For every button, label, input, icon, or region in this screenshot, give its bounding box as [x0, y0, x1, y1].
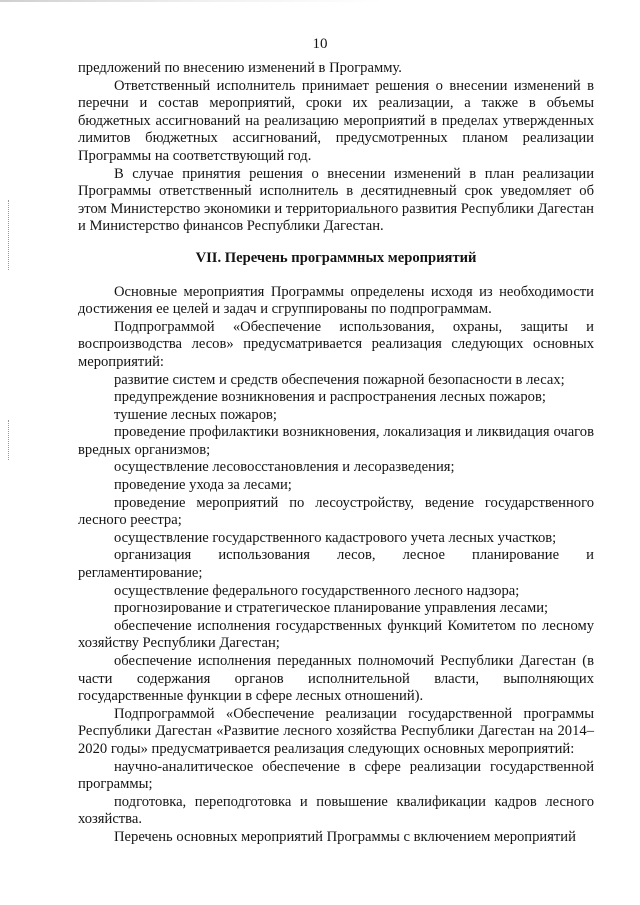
paragraph: Подпрограммой «Обеспечение реализации государственной программы Республики Дагестан «Развитие лесного хозяйства Республики Дагестан на 2014–2020 годы» предусматривается реализация следующих основных мероприятий:	[78, 705, 594, 757]
list-item: осуществление федерального государственного лесного надзора;	[114, 582, 520, 599]
list-item: организация использования лесов, лесное планирование и регламентирование;	[78, 547, 594, 582]
list-item: тушение лесных пожаров;	[114, 406, 277, 423]
paragraph: Подпрограммой «Обеспечение использования, охраны, защиты и воспроизводства лесов» предусматривается реализация следующих основных мероприятий:	[78, 318, 594, 370]
page-number: 10	[312, 36, 328, 52]
paragraph: В случае принятия решения о внесении изменений в план реализации Программы ответственный исполнитель в десятидневный срок уведомляет об этом Министерство экономики и территориального развития Республики Дагестан и Министерство финансов Республики Дагестан.	[78, 165, 594, 235]
scan-edge	[0, 0, 640, 2]
list-item: проведение мероприятий по лесоустройству, ведение государственного лесного реестра;	[78, 494, 594, 529]
list-item: научно-аналитическое обеспечение в сфере реализации государственной программы;	[78, 758, 594, 793]
list-item: проведение профилактики возникновения, локализация и ликвидация очагов вредных организмов;	[78, 424, 594, 458]
binding-margin-mark	[8, 200, 10, 270]
paragraph: Основные мероприятия Программы определены исходя из необходимости достижения ее целей и задач и сгруппированы по подпрограммам.	[78, 283, 594, 318]
paragraph: предложений по внесению изменений в Программу.	[78, 60, 402, 76]
list-item: обеспечение исполнения переданных полномочий Республики Дагестан (в части содержания органов исполнительной власти, выполняющих государственные функции в сфере лесных отношений).	[78, 653, 594, 705]
paragraph: Ответственный исполнитель принимает решения о внесении изменений в перечни и состав мероприятий, сроки их реализации, а также в объемы бюджетных ассигнований на реализацию мероприятий в пределах утвержденных лимитов бюджетных ассигнований, предусмотренных планом реализации Программы на соответствующий год.	[78, 77, 594, 164]
list-item: прогнозирование и стратегическое планирование управления лесами;	[114, 600, 549, 617]
list-item: осуществление лесовосстановления и лесоразведения;	[114, 459, 455, 476]
section-heading: VII. Перечень программных мероприятий	[195, 249, 477, 266]
list-item: проведение ухода за лесами;	[114, 477, 292, 494]
paragraph: Перечень основных мероприятий Программы с включением мероприятий	[114, 828, 576, 845]
binding-margin-mark	[8, 420, 10, 460]
list-item: предупреждение возникновения и распространения лесных пожаров;	[114, 389, 546, 406]
list-item: развитие систем и средств обеспечения пожарной безопасности в лесах;	[114, 371, 565, 388]
list-item: подготовка, переподготовка и повышение квалификации кадров лесного хозяйства.	[78, 793, 594, 828]
list-item: обеспечение исполнения государственных функций Комитетом по лесному хозяйству Республики Дагестан;	[78, 617, 594, 652]
list-item: осуществление государственного кадастрового учета лесных участков;	[114, 529, 557, 546]
document-body	[78, 60, 594, 847]
